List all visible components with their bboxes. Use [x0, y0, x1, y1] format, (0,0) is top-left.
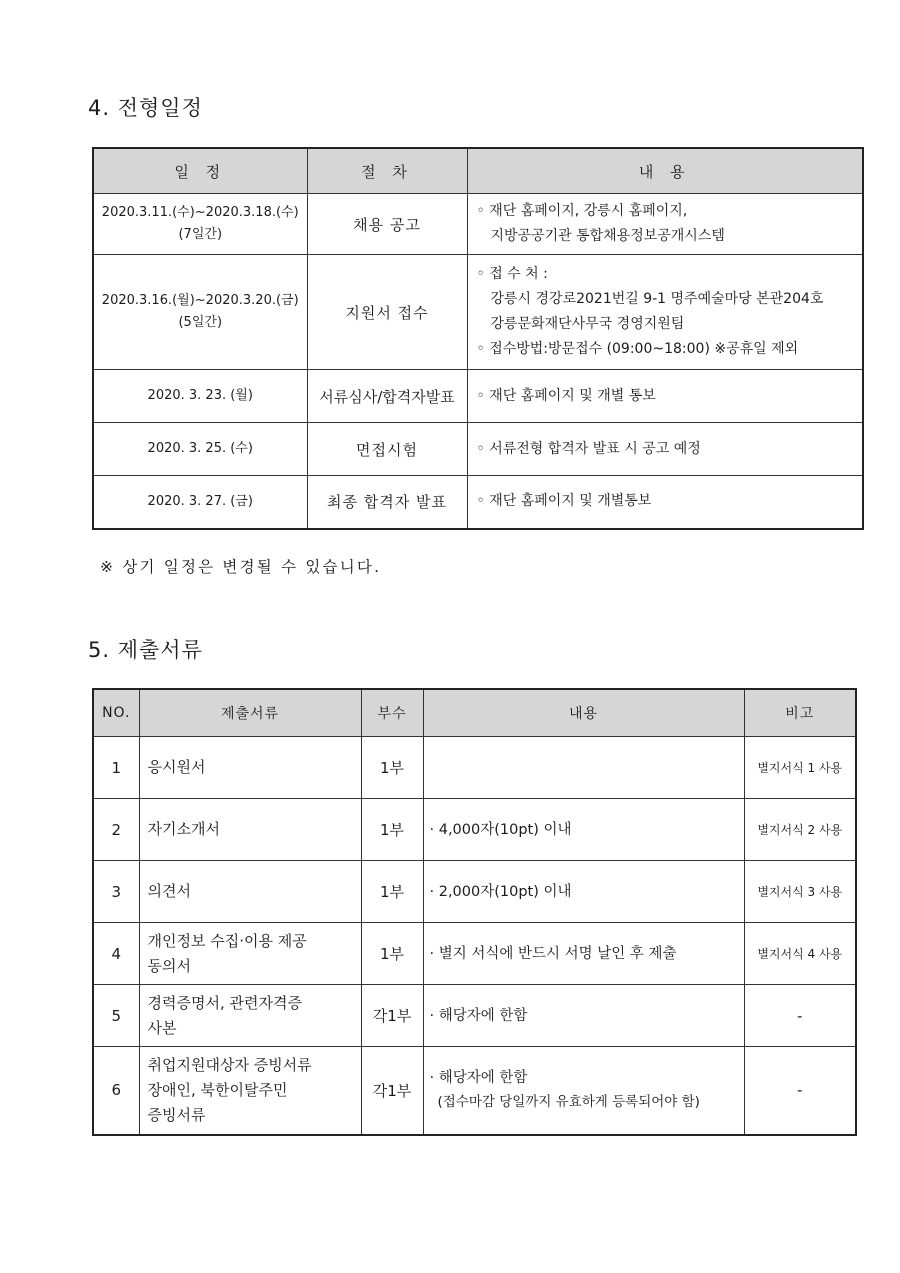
doc-description: · 2,000자(10pt) 이내 [423, 861, 744, 923]
header-content: 내 용 [467, 148, 863, 194]
doc-copies: 1부 [361, 861, 423, 923]
date-duration: (5일간) [178, 315, 223, 330]
schedule-date [93, 194, 307, 255]
header-procedure: 절 차 [307, 148, 467, 194]
doc-name [139, 923, 361, 985]
schedule-content [467, 255, 863, 370]
table-row [93, 194, 863, 255]
doc-remark: - [744, 1047, 856, 1135]
doc-copies: 각1부 [361, 1047, 423, 1135]
schedule-procedure: 채용 공고 [307, 194, 467, 255]
documents-header-row [93, 689, 856, 737]
table-row [93, 255, 863, 370]
doc-remark: 별지서식 2 사용 [744, 799, 856, 861]
schedule-date: 2020. 3. 27. (금) [93, 476, 307, 529]
doc-number: 5 [93, 985, 139, 1047]
doc-name-line: 사본 [147, 1018, 177, 1037]
schedule-content: ◦ 재단 홈페이지 및 개별 통보 [467, 370, 863, 423]
section-5-title: 5. 제출서류 [88, 638, 203, 662]
table-row [93, 799, 856, 861]
table-row [93, 476, 863, 529]
doc-name-line: 개인정보 수집·이용 제공 [147, 931, 307, 950]
schedule-date [93, 255, 307, 370]
content-line: ◦ 재단 홈페이지, 강릉시 홈페이지, [476, 203, 688, 219]
doc-name: 응시원서 [139, 737, 361, 799]
schedule-date: 2020. 3. 23. (월) [93, 370, 307, 423]
doc-copies: 각1부 [361, 985, 423, 1047]
doc-description: · 4,000자(10pt) 이내 [423, 799, 744, 861]
doc-description [423, 1047, 744, 1135]
doc-name: 자기소개서 [139, 799, 361, 861]
doc-remark: 별지서식 1 사용 [744, 737, 856, 799]
date-duration: (7일간) [178, 227, 223, 242]
doc-copies: 1부 [361, 799, 423, 861]
schedule-content [467, 194, 863, 255]
doc-remark: 별지서식 3 사용 [744, 861, 856, 923]
doc-number: 1 [93, 737, 139, 799]
schedule-procedure: 면접시험 [307, 423, 467, 476]
doc-number: 2 [93, 799, 139, 861]
doc-name: 의견서 [139, 861, 361, 923]
content-line: 강릉시 경강로2021번길 9-1 명주예술마당 본관204호 [490, 291, 824, 307]
table-row [93, 423, 863, 476]
schedule-procedure: 최종 합격자 발표 [307, 476, 467, 529]
doc-copies: 1부 [361, 923, 423, 985]
header-description: 내용 [423, 689, 744, 737]
doc-description: · 별지 서식에 반드시 서명 날인 후 제출 [423, 923, 744, 985]
table-row [93, 985, 856, 1047]
doc-name-line: 동의서 [147, 956, 191, 975]
doc-copies: 1부 [361, 737, 423, 799]
doc-name-line: 경력증명서, 관련자격증 [147, 993, 302, 1012]
date-line: 2020.3.16.(월)~2020.3.20.(금) [101, 293, 299, 308]
section-4-title: 4. 전형일정 [88, 96, 203, 120]
doc-name [139, 1047, 361, 1135]
content-line: ◦ 접수방법:방문접수 (09:00~18:00) ※공휴일 제외 [476, 341, 799, 357]
doc-remark: 별지서식 4 사용 [744, 923, 856, 985]
doc-number: 3 [93, 861, 139, 923]
schedule-header-row [93, 148, 863, 194]
content-line: ◦ 접 수 처 : [476, 266, 548, 282]
doc-name-line: 증빙서류 [147, 1105, 206, 1124]
content-line: 지방공공기관 통합채용정보공개시스템 [490, 228, 725, 244]
schedule-procedure: 지원서 접수 [307, 255, 467, 370]
table-row [93, 1047, 856, 1135]
doc-name-line: 취업지원대상자 증빙서류 [147, 1055, 312, 1074]
header-no: NO. [93, 689, 139, 737]
schedule-date: 2020. 3. 25. (수) [93, 423, 307, 476]
schedule-procedure: 서류심사/합격자발표 [307, 370, 467, 423]
table-row [93, 370, 863, 423]
schedule-change-note: ※ 상기 일정은 변경될 수 있습니다. [100, 558, 382, 576]
date-line: 2020.3.11.(수)~2020.3.18.(수) [101, 205, 299, 220]
content-line: 강릉문화재단사무국 경영지원팀 [490, 316, 685, 332]
doc-name [139, 985, 361, 1047]
schedule-table [92, 147, 864, 530]
schedule-content: ◦ 재단 홈페이지 및 개별통보 [467, 476, 863, 529]
header-copies: 부수 [361, 689, 423, 737]
header-document: 제출서류 [139, 689, 361, 737]
doc-name-line: 장애인, 북한이탈주민 [147, 1080, 288, 1099]
table-row [93, 737, 856, 799]
documents-table [92, 688, 857, 1136]
header-remark: 비고 [744, 689, 856, 737]
table-row [93, 923, 856, 985]
doc-description [423, 737, 744, 799]
doc-description: · 해당자에 한함 [423, 985, 744, 1047]
doc-number: 6 [93, 1047, 139, 1135]
description-line: · 해당자에 한함 [429, 1070, 528, 1087]
schedule-content: ◦ 서류전형 합격자 발표 시 공고 예정 [467, 423, 863, 476]
description-line: (접수마감 당일까지 유효하게 등록되어야 함) [437, 1094, 700, 1111]
header-schedule: 일 정 [93, 148, 307, 194]
table-row [93, 861, 856, 923]
doc-remark: - [744, 985, 856, 1047]
doc-number: 4 [93, 923, 139, 985]
